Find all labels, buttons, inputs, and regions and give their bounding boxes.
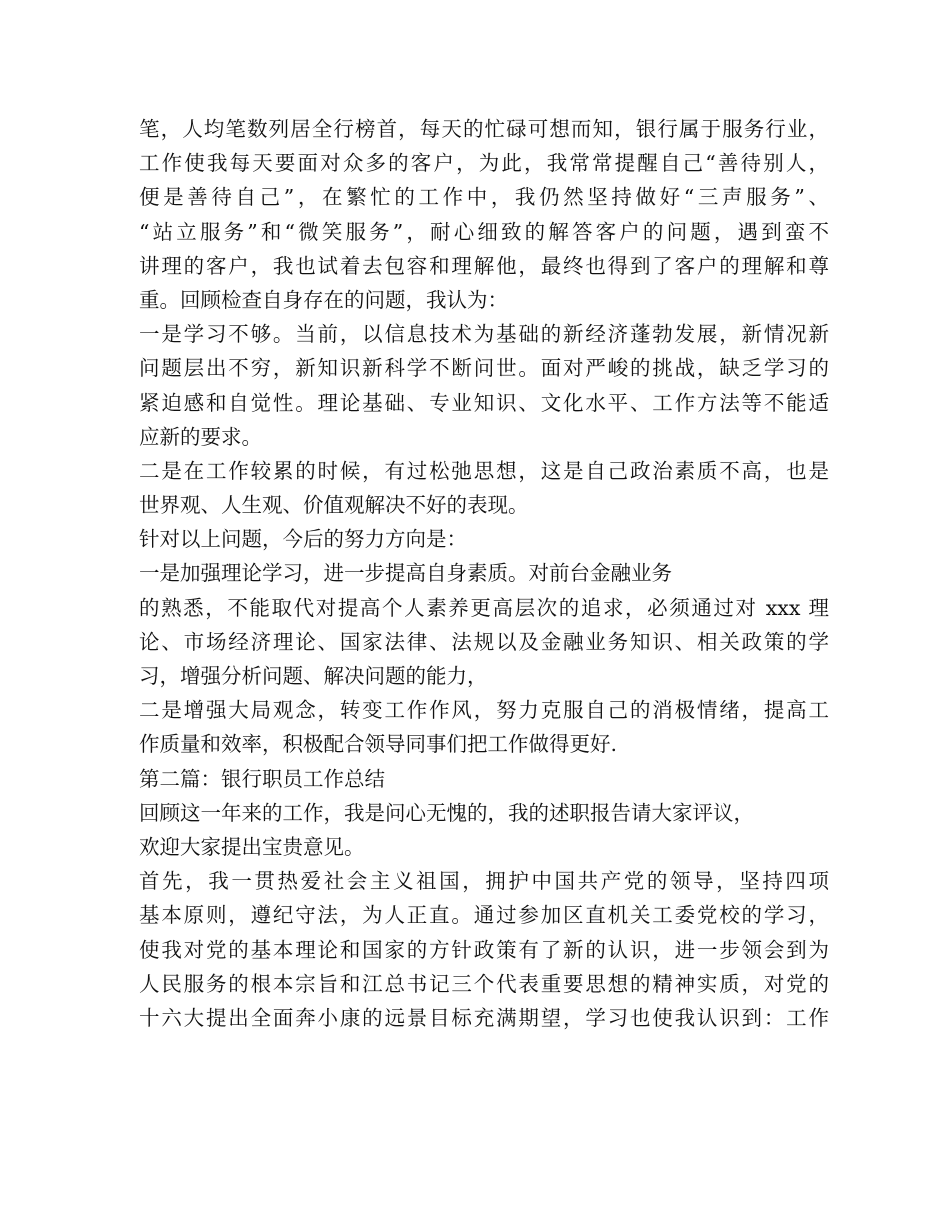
text-line: 问题层出不穷，新知识新科学不断问世。面对严峻的挑战，缺乏学习的 [139, 356, 829, 381]
text-line: 一是学习不够。当前，以信息技术为基础的新经济蓬勃发展，新情况新 [139, 322, 829, 347]
text-line: 回顾这一年来的工作，我是问心无愧的，我的述职报告请大家评议， [139, 800, 754, 825]
text-line: 二是增强大局观念，转变工作作风，努力克服自己的消极情绪，提高工 [139, 698, 829, 723]
text-line: 首先，我一贯热爱社会主义祖国，拥护中国共产党的领导，坚持四项 [139, 869, 829, 894]
text-line: 世界观、人生观、价值观解决不好的表现。 [139, 493, 529, 518]
text-line: 十六大提出全面奔小康的远景目标充满期望，学习也使我认识到：工作 [139, 1005, 829, 1030]
text-line: 第二篇：银行职员工作总结 [139, 766, 385, 791]
text-line: 应新的要求。 [139, 424, 262, 449]
text-line: 人民服务的根本宗旨和江总书记三个代表重要思想的精神实质，对党的 [139, 971, 829, 996]
text-line: 使我对党的基本理论和国家的方针政策有了新的认识，进一步领会到为 [139, 937, 829, 962]
text-line: 基本原则，遵纪守法，为人正直。通过参加区直机关工委党校的学习， [139, 903, 829, 928]
text-line: 针对以上问题，今后的努力方向是： [139, 527, 467, 552]
text-line: 二是在工作较累的时候，有过松弛思想，这是自己政治素质不高，也是 [139, 458, 829, 483]
document-body-text [139, 112, 829, 1035]
text-line: “站立服务”和“微笑服务”，耐心细致的解答客户的问题，遇到蛮不 [139, 219, 829, 244]
text-line: 作质量和效率，积极配合领导同事们把工作做得更好. [139, 732, 618, 757]
text-line: 便是善待自己”，在繁忙的工作中，我仍然坚持做好“三声服务”、 [139, 185, 829, 210]
text-line: 一是加强理论学习，进一步提高自身素质。对前台金融业务 [139, 561, 672, 586]
text-line: 讲理的客户，我也试着去包容和理解他，最终也得到了客户的理解和尊 [139, 253, 829, 278]
text-line: 习，增强分析问题、解决问题的能力， [139, 664, 488, 688]
text-line: 的熟悉，不能取代对提高个人素养更高层次的追求，必须通过对 xxx 理 [139, 595, 829, 620]
text-line: 欢迎大家提出宝贵意见。 [139, 834, 365, 859]
text-line: 笔，人均笔数列居全行榜首，每天的忙碌可想而知，银行属于服务行业， [139, 117, 829, 141]
text-line: 论、市场经济理论、国家法律、法规以及金融业务知识、相关政策的学 [139, 629, 829, 654]
text-line: 工作使我每天要面对众多的客户，为此，我常常提醒自己“善待别人， [139, 151, 829, 176]
text-line: 紧迫感和自觉性。理论基础、专业知识、文化水平、工作方法等不能适 [139, 390, 829, 415]
text-line: 重。回顾检查自身存在的问题，我认为： [139, 287, 508, 312]
